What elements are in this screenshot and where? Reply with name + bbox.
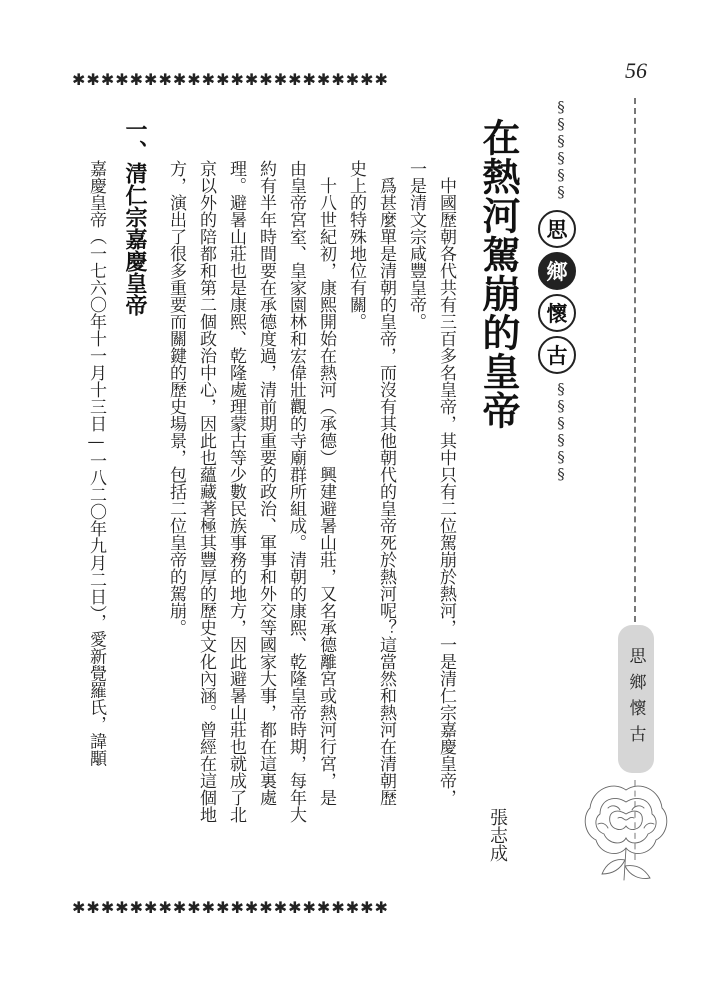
- paragraph-line-6: 由皇帝宮室、皇家園林和宏偉壯觀的寺廟群所組成。清朝的康熙、乾隆皇帝時期，每年大: [286, 160, 306, 823]
- series-char-1: 思: [538, 210, 576, 248]
- series-char-2: 鄉: [538, 252, 576, 290]
- side-tab: [618, 625, 654, 773]
- page-number: 56: [625, 58, 647, 83]
- series-char-4: 古: [538, 336, 576, 374]
- series-char-3: 懷: [538, 294, 576, 332]
- paragraph-line-5: 十八世紀初，康熙開始在熱河（承德）興建避暑山莊，又名承德離宮或熱河行宮，是: [316, 160, 336, 806]
- top-ornament-border: ✱✱✱✱✱✱✱✱✱✱✱✱✱✱✱✱✱✱✱✱✱✱: [72, 70, 389, 89]
- section-mark-bottom: §§§§§§: [552, 380, 570, 482]
- section-mark-top: §§§§§§: [552, 98, 570, 200]
- side-tab-label: 思鄉懷古: [625, 647, 646, 751]
- paragraph-line-3: 爲甚麼單是清朝的皇帝，而沒有其他朝代的皇帝死於熱河呢？這當然和熱河在清朝歷: [376, 160, 396, 806]
- paragraph-line-10: 方，演出了很多重要而關鍵的歷史場景，包括二位皇帝的駕崩。: [166, 160, 186, 636]
- paragraph-line-8: 理。避暑山莊也是康熙、乾隆處理蒙古等少數民族事務的地方，因此避暑山莊也就成了北: [226, 160, 246, 823]
- paragraph-line-1: 中國歷朝各代共有三百多名皇帝，其中只有二位駕崩於熱河，一是清仁宗嘉慶皇帝，: [436, 160, 456, 806]
- dashed-rule: [634, 98, 636, 622]
- paragraph-line-7: 約有半年時間要在承德度過，清前期重要的政治、軍事和外交等國家大事，都在這裏處: [256, 160, 276, 806]
- paragraph-line-4: 史上的特殊地位有關。: [346, 160, 366, 330]
- section-heading: 一、清仁宗嘉慶皇帝: [122, 118, 147, 316]
- paragraph-line-11: 嘉慶皇帝（一七六〇年十一月十三日—一八二〇年九月二日），愛新覺羅氏，諱顒: [86, 160, 106, 767]
- bottom-ornament-border: ✱✱✱✱✱✱✱✱✱✱✱✱✱✱✱✱✱✱✱✱✱✱: [72, 898, 389, 917]
- paragraph-line-9: 京以外的陪都和第二個政治中心，因此也蘊藏著極其豐厚的歷史文化內涵。曾經在這個地: [196, 160, 216, 823]
- author-name: 張志成: [487, 808, 508, 862]
- peony-flower-icon: [578, 768, 674, 886]
- article-title: 在熱河駕崩的皇帝: [476, 118, 520, 430]
- paragraph-line-2: 一是清文宗咸豐皇帝。: [406, 160, 426, 330]
